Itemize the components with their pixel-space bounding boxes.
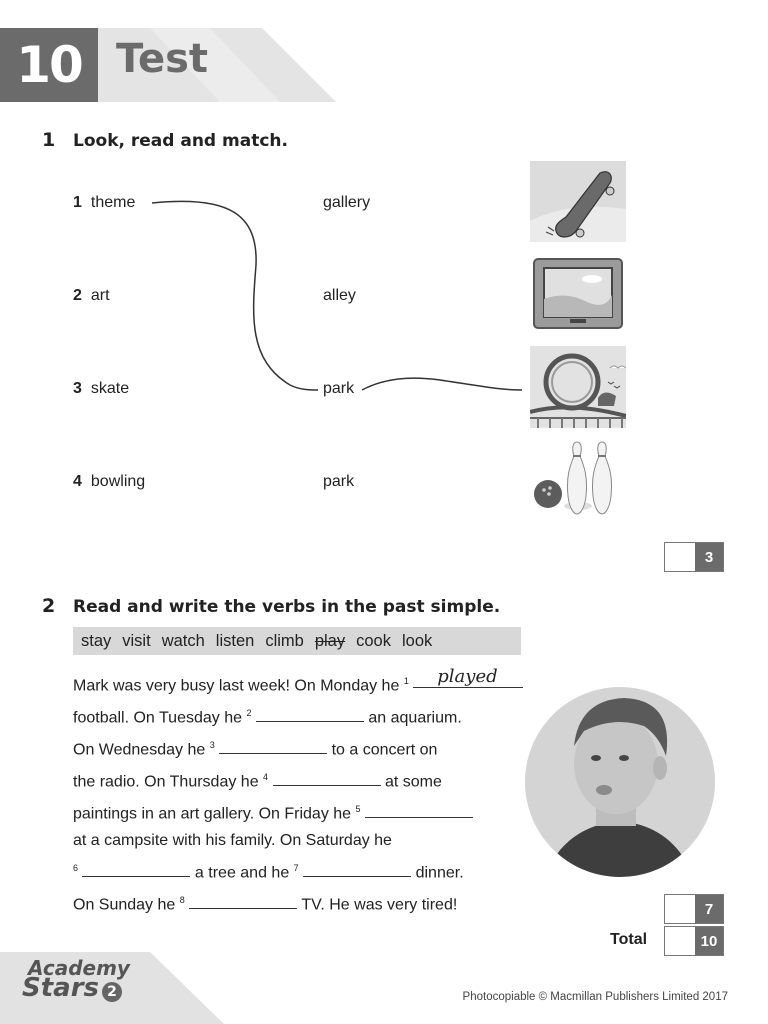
word-box-item: look <box>401 631 433 650</box>
score-max: 3 <box>695 543 723 571</box>
match-target: park <box>323 380 355 397</box>
exercise-instruction: Look, read and match. <box>73 131 288 151</box>
score-blank[interactable] <box>665 895 695 923</box>
score-box <box>664 542 724 572</box>
score-max: 7 <box>695 895 723 923</box>
copyright-text: Photocopiable © Macmillan Publishers Limited 2017 <box>462 991 728 1003</box>
match-target: gallery <box>323 194 371 211</box>
answer-blank[interactable] <box>273 770 381 786</box>
match-target: alley <box>323 287 356 304</box>
exercise-number: 2 <box>42 595 56 617</box>
word-box-item: stay <box>81 631 112 650</box>
match-item: 4 bowling <box>73 473 146 490</box>
exercise-instruction: Read and write the verbs in the past simple. <box>73 597 501 617</box>
word-box-item: visit <box>122 631 151 650</box>
word-box-item-used: play <box>314 631 346 650</box>
match-item: 1 theme <box>73 194 136 211</box>
gap-fill-text: Mark was very busy last week! On Monday he $^1$ played football. On Tuesday he $^2$ an aquarium. On Wednesday he $^3$ to a concert on the radio. On Thursday he $^4$ at some paintings in an art gallery. On Friday he $^5$ at a campsite with his family. On Saturday he $^6$ a tree and he $^7$ dinner. On Sunday he $^8$ TV. He was very tired! <box>73 668 528 919</box>
skateboard-icon <box>530 161 626 242</box>
total-score-box <box>664 926 724 956</box>
unit-number: 10 <box>0 28 98 102</box>
match-target: park <box>323 473 355 490</box>
total-max: 10 <box>695 927 723 955</box>
page-title: Test <box>116 36 209 82</box>
framed-painting-icon <box>530 255 626 332</box>
score-blank[interactable] <box>665 543 695 571</box>
answer-blank[interactable] <box>219 738 327 754</box>
match-item: 3 skate <box>73 380 130 397</box>
answer-blank[interactable] <box>256 706 364 722</box>
exercise-number: 1 <box>42 129 56 151</box>
bowling-icon <box>530 438 626 520</box>
match-item: 2 art <box>73 287 110 304</box>
answer-blank[interactable] <box>303 861 411 877</box>
score-blank[interactable] <box>665 927 695 955</box>
academy-stars-logo: Academy Stars 2 <box>22 956 130 1003</box>
roller-coaster-icon <box>530 346 626 428</box>
word-box-item: watch <box>161 631 205 650</box>
boy-photo <box>524 686 716 878</box>
word-box-item: listen <box>215 631 255 650</box>
word-box-item: climb <box>265 631 304 650</box>
score-box <box>664 894 724 924</box>
answer-blank[interactable] <box>82 861 190 877</box>
word-box-item: cook <box>356 631 391 650</box>
answer-blank[interactable] <box>365 802 473 818</box>
word-box <box>73 627 521 655</box>
answer-blank[interactable] <box>189 893 297 909</box>
answer-blank-filled[interactable]: played <box>413 672 523 688</box>
total-label: Total <box>610 931 648 948</box>
